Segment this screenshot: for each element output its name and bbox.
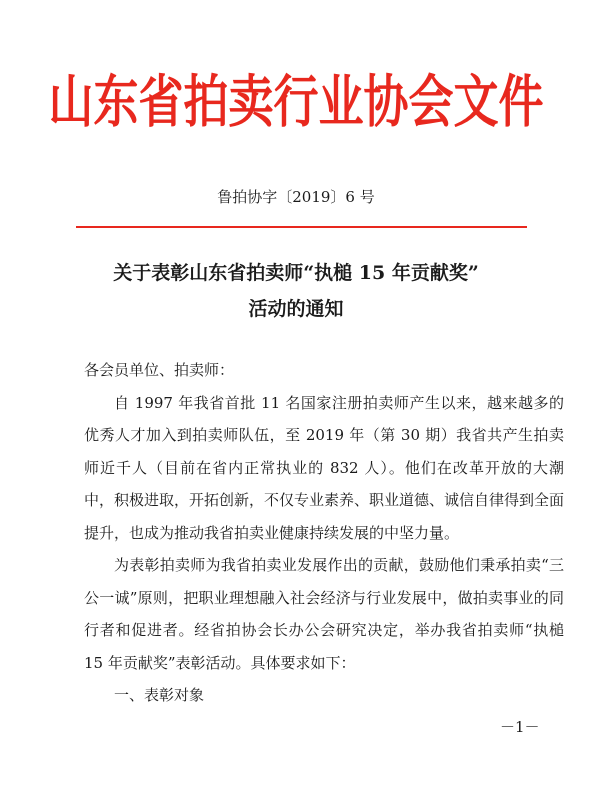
page-number: －1－ — [500, 718, 540, 736]
paragraph-1: 自 1997 年我省首批 11 名国家注册拍卖师产生以来，越来越多的优秀人才加入到拍卖师队伍，至 2019 年（第 30 期）我省共产生拍卖师近千人（目前在省内正常执业的 832 人）。他们在改革开放的大潮中，积极进取，开拓创新，不仅专业素养、职业道德、诚信自律得到全面提升，也成为推动我省拍卖业健康持续发展的中坚力量。 — [84, 393, 565, 542]
section-heading: 一、表彰对象 — [114, 686, 205, 704]
notice-title-line-1: 关于表彰山东省拍卖师“执槌 15 年贡献奖” — [113, 262, 479, 284]
notice-body — [84, 354, 564, 712]
masthead-divider-line — [76, 226, 527, 228]
document-number: 鲁拍协字〔2019〕6 号 — [217, 188, 375, 206]
notice-title-line-2: 活动的通知 — [248, 298, 344, 320]
notice-title — [0, 255, 592, 327]
paragraph-2: 为表彰拍卖师为我省拍卖业发展作出的贡献，鼓励他们秉承拍卖“三公一诚”原则，把职业理想融入社会经济与行业发展中，做拍卖事业的同行者和促进者。经省拍协会长办公会研究决定，举办我省拍卖师“执槌 15 年贡献奖”表彰活动。具体要求如下： — [84, 556, 564, 672]
masthead-title: 山东省拍卖行业协会文件 — [48, 68, 544, 135]
salutation: 各会员单位、拍卖师： — [84, 361, 235, 379]
